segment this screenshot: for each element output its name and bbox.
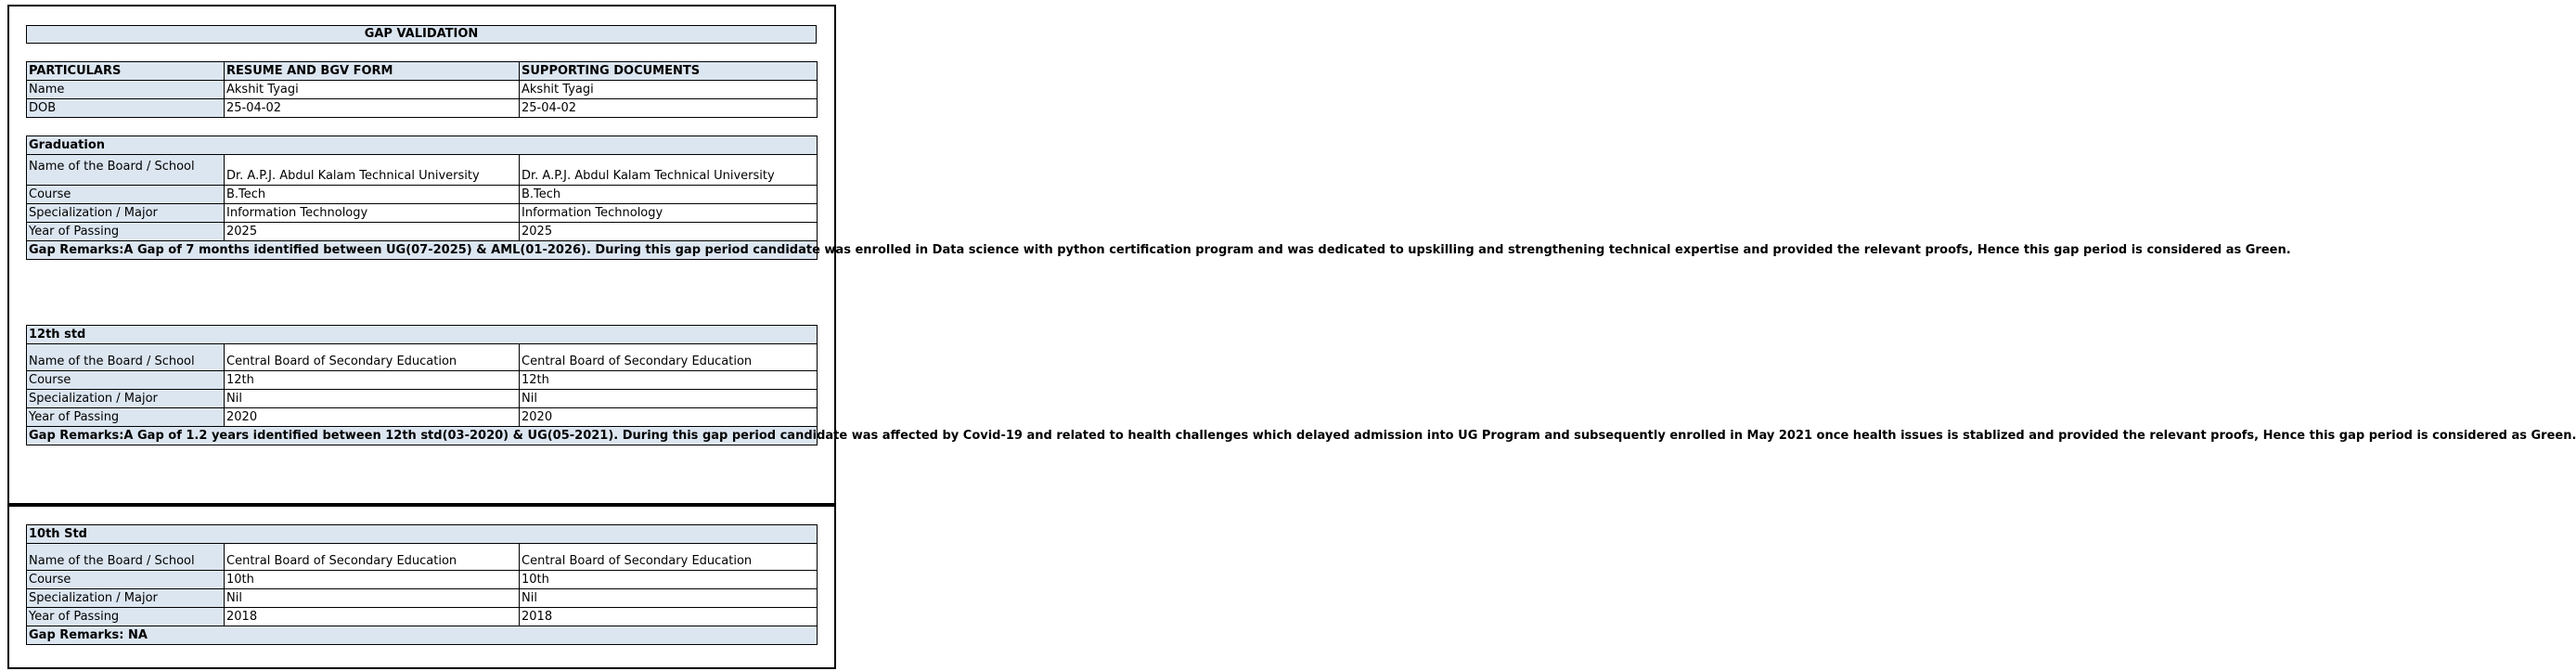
table-row [27,344,818,371]
table-header-row [27,62,818,81]
table-row [27,155,818,186]
table-row [27,608,818,626]
row-label: Course [27,371,225,390]
resume-value: Dr. A.P.J. Abdul Kalam Technical University [225,155,520,186]
table-row [27,589,818,608]
table-row [27,186,818,204]
resume-value: Central Board of Secondary Education [225,544,520,571]
resume-value: 12th [225,371,520,390]
resume-value: Information Technology [225,204,520,223]
table-row [27,81,818,99]
table-row [27,544,818,571]
twelfth-table [26,325,2576,445]
document-value: Akshit Tyagi [520,81,818,99]
gap-remarks: Gap Remarks:A Gap of 7 months identified between UG(07-2025) & AML(01-2026). During this gap period candidate was enrolled in Data science with python certification program and was dedicated to upskilling and strengthening technical expertise and provided the relevant proofs, Hence this gap period is considered as Green. [27,241,818,260]
header-resume: RESUME AND BGV FORM [225,62,520,81]
document-value: 2025 [520,223,818,241]
table-row [27,390,818,408]
table-row [27,571,818,589]
document-value: Central Board of Secondary Education [520,344,818,371]
document-value: 2020 [520,408,818,427]
resume-value: 2018 [225,608,520,626]
header-particulars: PARTICULARS [27,62,225,81]
resume-value: Akshit Tyagi [225,81,520,99]
row-label: Year of Passing [27,408,225,427]
table-row [27,408,818,427]
resume-value: Nil [225,390,520,408]
resume-value: B.Tech [225,186,520,204]
table-row [27,371,818,390]
resume-value: 2025 [225,223,520,241]
section-heading: Graduation [27,136,818,155]
header-documents: SUPPORTING DOCUMENTS [520,62,818,81]
resume-value: Nil [225,589,520,608]
row-label: Name of the Board / School [27,155,225,186]
row-label: Specialization / Major [27,204,225,223]
document-value: Nil [520,390,818,408]
document-value: Nil [520,589,818,608]
document-value: Information Technology [520,204,818,223]
document-value: B.Tech [520,186,818,204]
row-label: Year of Passing [27,608,225,626]
row-label: Name [27,81,225,99]
resume-value: 2020 [225,408,520,427]
table-row [27,99,818,118]
document-value: 2018 [520,608,818,626]
table-row [27,223,818,241]
row-label: Name of the Board / School [27,544,225,571]
row-label: Name of the Board / School [27,344,225,371]
row-label: Course [27,186,225,204]
resume-value: Central Board of Secondary Education [225,344,520,371]
gap-remarks: Gap Remarks: NA [27,626,818,645]
page-title: GAP VALIDATION [26,25,817,44]
resume-value: 25-04-02 [225,99,520,118]
graduation-table [26,135,2291,260]
document-value: 25-04-02 [520,99,818,118]
row-label: Course [27,571,225,589]
row-label: DOB [27,99,225,118]
tenth-table [26,524,818,645]
section-heading: 12th std [27,326,818,344]
row-label: Specialization / Major [27,390,225,408]
row-label: Specialization / Major [27,589,225,608]
row-label: Year of Passing [27,223,225,241]
document-value: Central Board of Secondary Education [520,544,818,571]
table-row [27,204,818,223]
section-heading: 10th Std [27,525,818,544]
document-value: 10th [520,571,818,589]
gap-remarks: Gap Remarks:A Gap of 1.2 years identified between 12th std(03-2020) & UG(05-2021). During this gap period candidate was affected by Covid-19 and related to health challenges which delayed admission into UG Program and subsequently enrolled in May 2021 once health issues is stablized and provided the relevant proofs, Hence this gap period is considered as Green. [27,427,818,445]
document-value: 12th [520,371,818,390]
resume-value: 10th [225,571,520,589]
personal-table [26,61,818,118]
document-value: Dr. A.P.J. Abdul Kalam Technical University [520,155,818,186]
